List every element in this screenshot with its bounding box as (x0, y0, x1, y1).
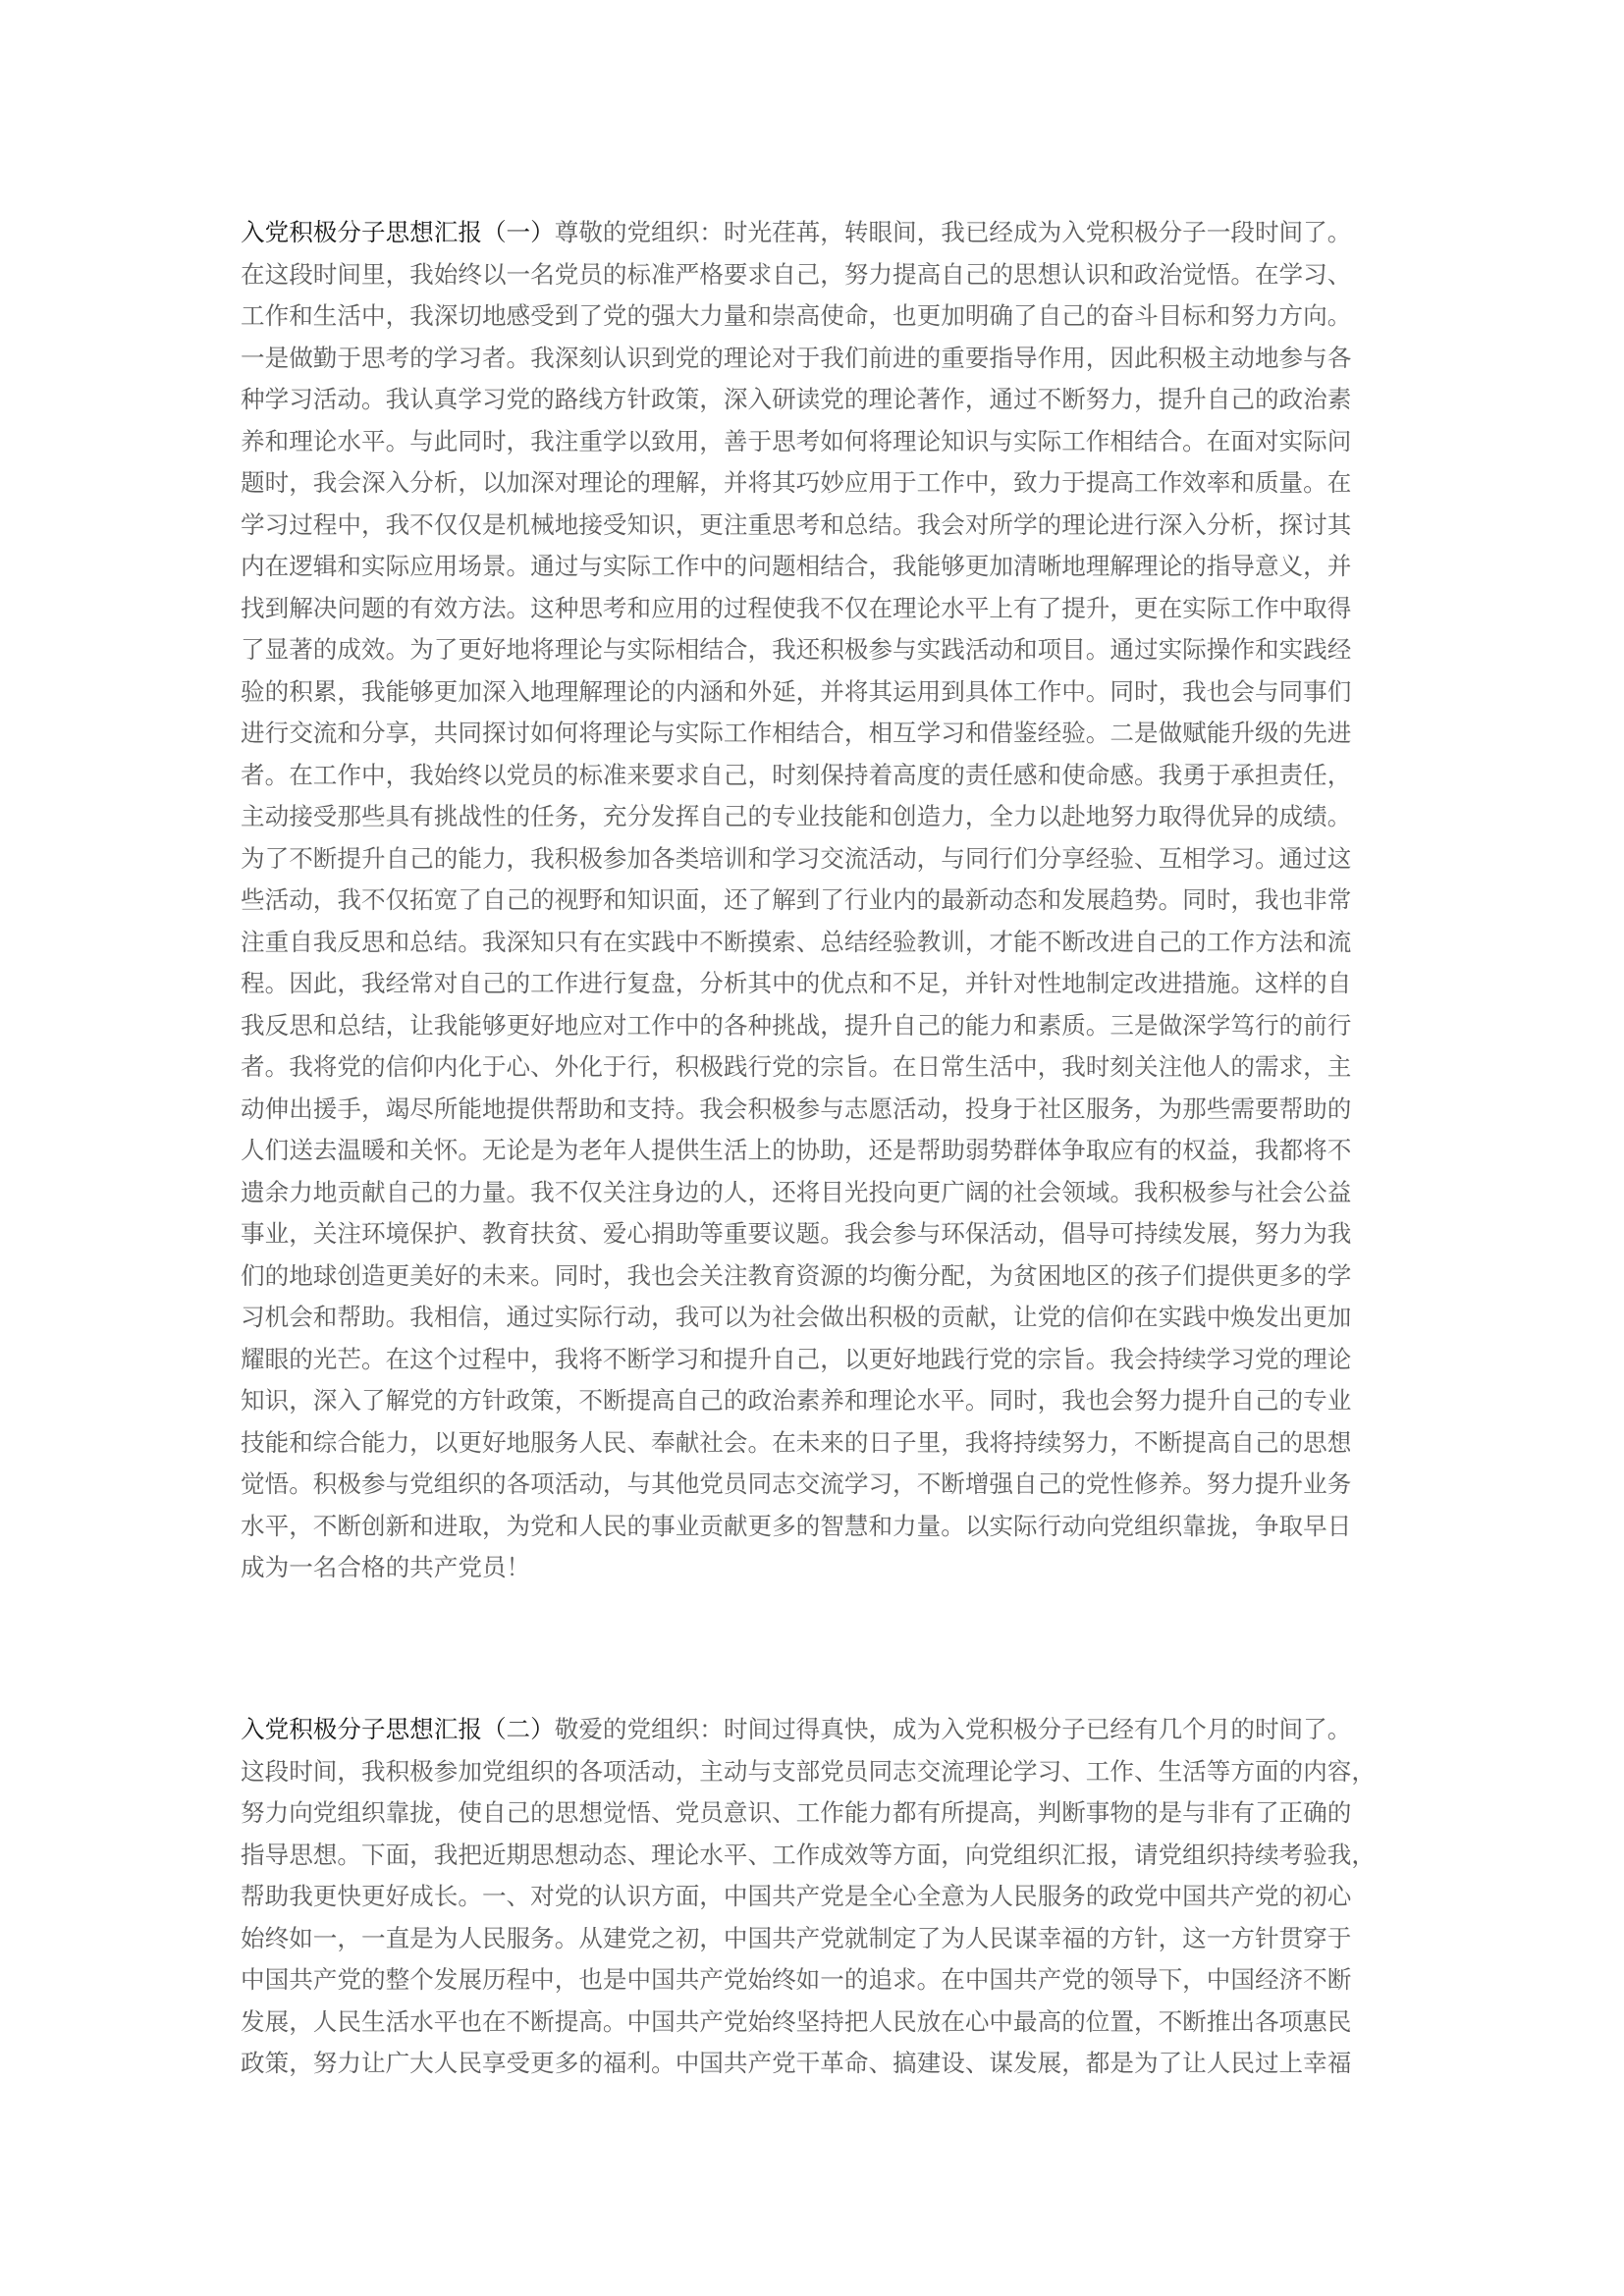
text-line: 知识，深入了解党的方针政策，不断提高自己的政治素养和理论水平。同时，我也会努力提升自己的专业 (241, 1386, 1352, 1415)
text-line: 技能和综合能力，以更好地服务人民、奉献社会。在未来的日子里，我将持续努力，不断提高自己的思想 (241, 1427, 1352, 1457)
text-line: 遗余力地贡献自己的力量。我不仅关注身边的人，还将目光投向更广阔的社会领域。我积极参与社会公益 (241, 1177, 1352, 1206)
text-line: 人们送去温暖和关怀。无论是为老年人提供生活上的协助，还是帮助弱势群体争取应有的权益，我都将不 (241, 1136, 1352, 1164)
text-line: 我反思和总结，让我能够更好地应对工作中的各种挑战，提升自己的能力和素质。三是做深学笃行的前行 (241, 1010, 1352, 1040)
section-1-paragraph (241, 212, 1399, 1589)
text-line: 指导思想。下面，我把近期思想动态、理论水平、工作成效等方面，向党组织汇报，请党组织持续考验我， (241, 1840, 1376, 1869)
text-line: 一是做勤于思考的学习者。我深刻认识到党的理论对于我们前进的重要指导作用，因此积极主动地参与各 (241, 343, 1352, 372)
text-line: 些活动，我不仅拓宽了自己的视野和知识面，还了解到了行业内的最新动态和发展趋势。同时，我也非常 (241, 885, 1352, 914)
text-line: 中国共产党的整个发展历程中，也是中国共产党始终如一的追求。在中国共产党的领导下，中国经济不断 (241, 1965, 1352, 1994)
text-line: 学习过程中，我不仅仅是机械地接受知识，更注重思考和总结。我会对所学的理论进行深入分析，探讨其 (241, 509, 1352, 539)
text-line: 耀眼的光芒。在这个过程中，我将不断学习和提升自己，以更好地践行党的宗旨。我会持续学习党的理论 (241, 1344, 1352, 1373)
text-line: 注重自我反思和总结。我深知只有在实践中不断摸索、总结经验教训，才能不断改进自己的工作方法和流 (241, 927, 1352, 956)
text-line: 内在逻辑和实际应用场景。通过与实际工作中的问题相结合，我能够更加清晰地理解理论的指导意义，并 (241, 552, 1352, 580)
text-line: 养和理论水平。与此同时，我注重学以致用，善于思考如何将理论知识与实际工作相结合。在面对实际问 (241, 426, 1352, 455)
section-2-paragraph (241, 1709, 1399, 2085)
text-line: 程。因此，我经常对自己的工作进行复盘，分析其中的优点和不足，并针对性地制定改进措施。这样的自 (241, 969, 1352, 997)
text-line: 主动接受那些具有挑战性的任务，充分发挥自己的专业技能和创造力，全力以赴地努力取得优异的成绩。 (241, 802, 1352, 830)
section-1-title: 入党积极分子思想汇报（一） (241, 218, 555, 246)
text-line: 了显著的成效。为了更好地将理论与实际相结合，我还积极参与实践活动和项目。通过实际操作和实践经 (241, 635, 1352, 664)
text-line: 政策，努力让广大人民享受更多的福利。中国共产党干革命、搞建设、谋发展，都是为了让人民过上幸福 (241, 2049, 1352, 2077)
text-line: 努力向党组织靠拢，使自己的思想觉悟、党员意识、工作能力都有所提高，判断事物的是与非有了正确的 (241, 1798, 1352, 1827)
section-1-first-line-text: 尊敬的党组织：时光荏苒，转眼间，我已经成为入党积极分子一段时间了。 (554, 218, 1352, 246)
text-line: 验的积累，我能够更加深入地理解理论的内涵和外延，并将其运用到具体工作中。同时，我也会与同事们 (241, 676, 1352, 706)
text-line: 发展，人民生活水平也在不断提高。中国共产党始终坚持把人民放在心中最高的位置，不断推出各项惠民 (241, 2006, 1352, 2036)
text-line: 帮助我更快更好成长。一、对党的认识方面，中国共产党是全心全意为人民服务的政党中国共产党的初心 (241, 1882, 1352, 1910)
text-line: 们的地球创造更美好的未来。同时，我也会关注教育资源的均衡分配，为贫困地区的孩子们提供更多的学 (241, 1260, 1352, 1290)
text-line: 习机会和帮助。我相信，通过实际行动，我可以为社会做出积极的贡献，让党的信仰在实践中焕发出更加 (241, 1303, 1352, 1331)
text-line: 水平，不断创新和进取，为党和人民的事业贡献更多的智慧和力量。以实际行动向党组织靠拢，争取早日 (241, 1511, 1352, 1540)
text-line: 种学习活动。我认真学习党的路线方针政策，深入研读党的理论著作，通过不断努力，提升自己的政治素 (241, 385, 1352, 413)
section-2-first-line (241, 1709, 1399, 1751)
text-line: 动伸出援手，竭尽所能地提供帮助和支持。我会积极参与志愿活动，投身于社区服务，为那些需要帮助的 (241, 1094, 1352, 1123)
text-line: 始终如一，一直是为人民服务。从建党之初，中国共产党就制定了为人民谋幸福的方针，这一方针贯穿于 (241, 1923, 1352, 1952)
text-line: 者。在工作中，我始终以党员的标准来要求自己，时刻保持着高度的责任感和使命感。我勇于承担责任， (241, 760, 1352, 789)
text-line: 这段时间，我积极参加党组织的各项活动，主动与支部党员同志交流理论学习、工作、生活等方面的内容， (241, 1756, 1376, 1786)
text-line: 者。我将党的信仰内化于心、外化于行，积极践行党的宗旨。在日常生活中，我时刻关注他人的需求，主 (241, 1052, 1352, 1081)
text-line: 觉悟。积极参与党组织的各项活动，与其他党员同志交流学习，不断增强自己的党性修养。努力提升业务 (241, 1469, 1352, 1498)
text-line: 进行交流和分享，共同探讨如何将理论与实际工作相结合，相互学习和借鉴经验。二是做赋能升级的先进 (241, 719, 1352, 747)
text-line: 题时，我会深入分析，以加深对理论的理解，并将其巧妙应用于工作中，致力于提高工作效率和质量。在 (241, 468, 1352, 497)
text-line: 成为一名合格的共产党员！ (241, 1553, 531, 1581)
text-line: 找到解决问题的有效方法。这种思考和应用的过程使我不仅在理论水平上有了提升，更在实际工作中取得 (241, 593, 1352, 622)
section-1-first-line (241, 212, 1399, 254)
text-line: 在这段时间里，我始终以一名党员的标准严格要求自己，努力提高自己的思想认识和政治觉悟。在学习、 (241, 259, 1352, 289)
text-line: 为了不断提升自己的能力，我积极参加各类培训和学习交流活动，与同行们分享经验、互相学习。通过这 (241, 843, 1352, 873)
section-2-title: 入党积极分子思想汇报（二） (241, 1715, 555, 1743)
text-line: 事业，关注环境保护、教育扶贫、爱心捐助等重要议题。我会参与环保活动，倡导可持续发展，努力为我 (241, 1219, 1352, 1248)
text-line: 工作和生活中，我深切地感受到了党的强大力量和崇高使命，也更加明确了自己的奋斗目标和努力方向。 (241, 301, 1352, 330)
section-2-first-line-text: 敬爱的党组织：时间过得真快，成为入党积极分子已经有几个月的时间了。 (554, 1715, 1352, 1743)
